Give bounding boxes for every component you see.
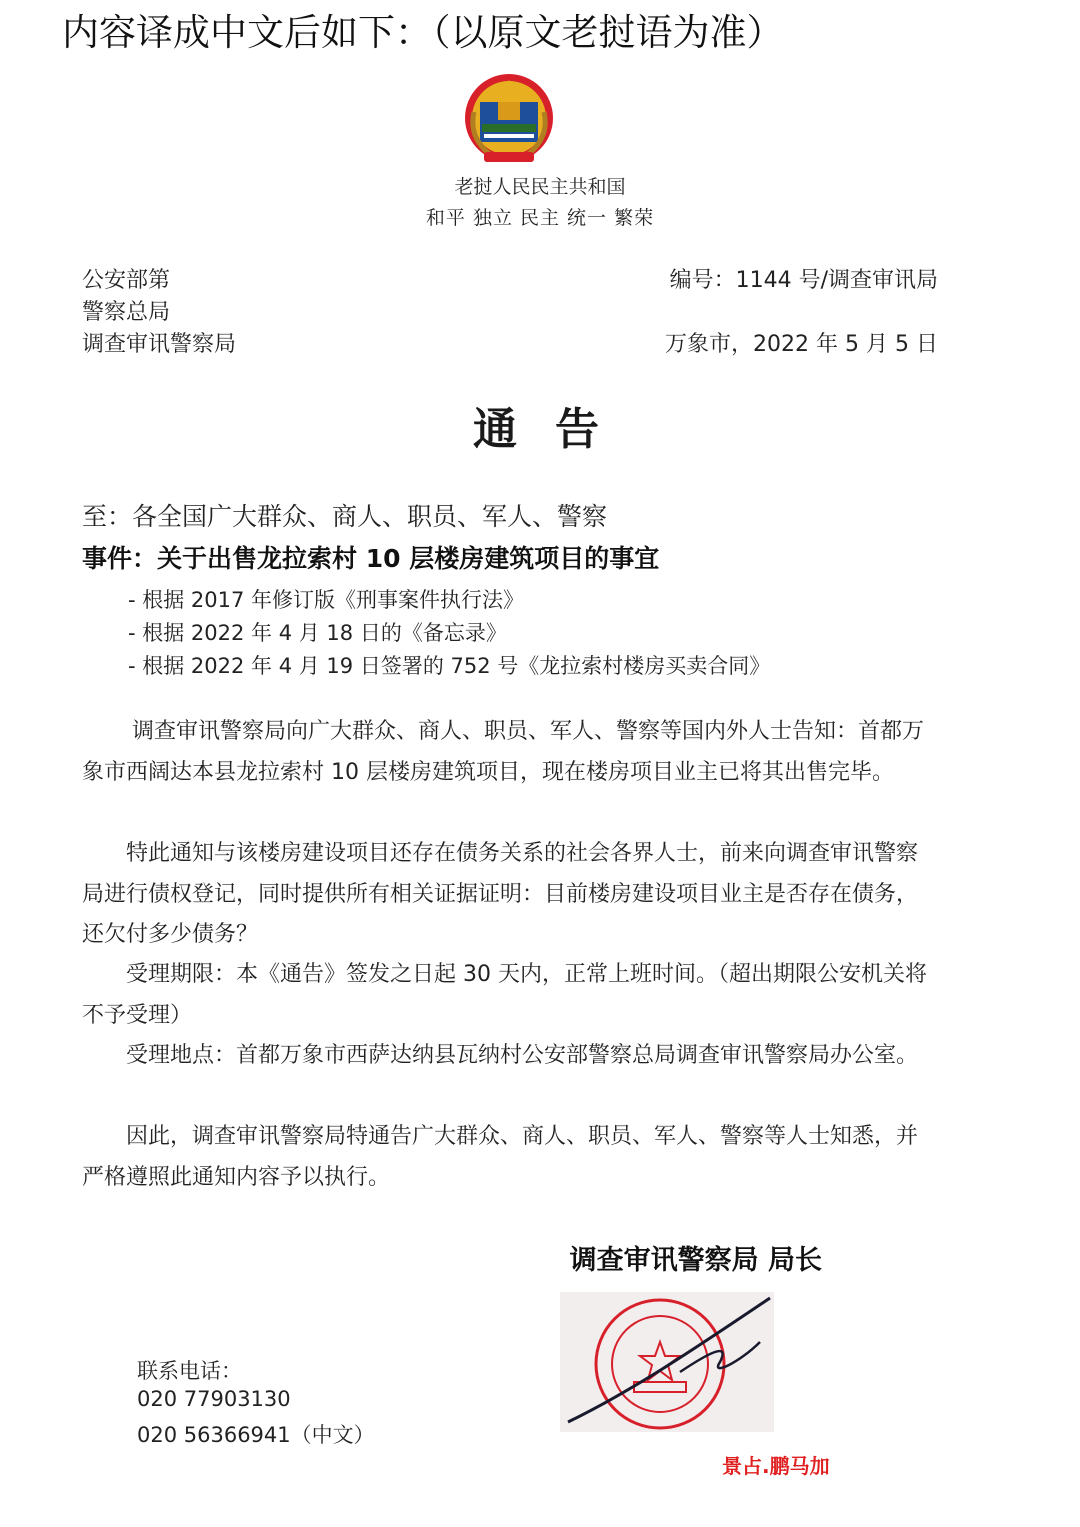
recipients-line: 至：各全国广大群众、商人、职员、军人、警察: [82, 502, 608, 531]
body-paragraph: 调查审讯警察局向广大群众、商人、职员、军人、警察等国内外人士告知：首都万象市西阔达本县龙拉索村 10 层楼房建筑项目，现在楼房项目业主已将其出售完毕。: [82, 719, 925, 785]
basis-item: - 根据 2017 年修订版《刑事案件执行法》: [128, 588, 525, 612]
country-name: 老挝人民民主共和国: [454, 176, 626, 198]
subject-line: 事件：关于出售龙拉索村 10 层楼房建筑项目的事宜: [82, 544, 660, 573]
contact-phone: 020 77903130: [137, 1387, 291, 1411]
body-paragraph: 特此通知与该楼房建设项目还存在债务关系的社会各界人士，前来向调查审讯警察局进行债权登记，同时提供所有相关证据证明：目前楼房建设项目业主是否存在债务，还欠付多少债务？: [82, 841, 919, 947]
official-seal: [560, 1292, 774, 1432]
national-emblem-icon: [462, 72, 556, 168]
signatory-name: 景占.鹏马加: [722, 1454, 830, 1478]
notice-title: 通告: [473, 404, 637, 455]
seal-stamp-icon: [560, 1292, 774, 1432]
issuer-bureau: 调查审讯警察局: [82, 332, 237, 357]
basis-item: - 根据 2022 年 4 月 18 日的《备忘录》: [128, 621, 507, 645]
body-paragraph: 受理期限：本《通告》签发之日起 30 天内，正常上班时间。（超出期限公安机关将不予受理）: [82, 962, 927, 1028]
issuer-ministry: 公安部第: [82, 268, 171, 293]
issuer-department: 警察总局: [82, 300, 171, 325]
place-and-date: 万象市，2022 年 5 月 5 日: [665, 332, 938, 357]
contact-label: 联系电话：: [137, 1359, 242, 1383]
translation-note-banner: 内容译成中文后如下：（以原文老挝语为准）: [62, 11, 784, 54]
document-number: 编号：1144 号/调查审讯局: [669, 268, 938, 293]
body-paragraph: 因此，调查审讯警察局特通告广大群众、商人、职员、军人、警察等人士知悉，并严格遵照此通知内容予以执行。: [82, 1124, 919, 1190]
signer-title: 调查审讯警察局 局长: [569, 1245, 822, 1276]
contact-phone: 020 56366941（中文）: [137, 1423, 375, 1447]
national-motto: 和平 独立 民主 统一 繁荣: [425, 207, 655, 229]
body-paragraph: 受理地点：首都万象市西萨达纳县瓦纳村公安部警察总局调查审讯警察局办公室。: [126, 1043, 919, 1068]
basis-item: - 根据 2022 年 4 月 19 日签署的 752 号《龙拉索村楼房买卖合同》: [128, 654, 771, 678]
